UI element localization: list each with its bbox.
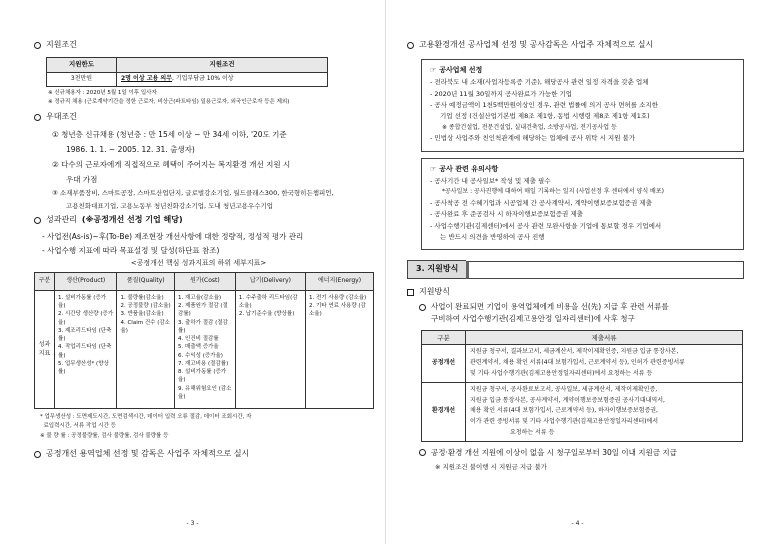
section-outcome-highlight: (※공정개선 선정 기업 해당)	[81, 215, 183, 225]
pref-item: 1986. 1. 1. ~ 2005. 12. 31. 출생자)	[66, 145, 195, 155]
outcome-line: - 사업전(As-is)~후(To-Be) 제조현장 개선사항에 대한 정량적, 정성적 평가 관리	[42, 231, 304, 241]
kpi-footnote: 료입력시간, 서류 작업 시간 등	[40, 423, 116, 430]
subsection-method-title: 지원방식	[419, 287, 450, 297]
kpi-header: 품질(Quality)	[117, 272, 175, 290]
box-line: - 공사완료 후 준공검사 시 하자이행보증보험증권 제출	[430, 210, 583, 219]
box-line: - 민법상 사업주와 친인척관계에 해당하는 업체에 공사 위탁 시 지원 불가	[430, 134, 636, 143]
section-conditions-title: 지원조건	[46, 40, 77, 49]
circle-bullet-icon	[34, 217, 41, 224]
kpi-table	[34, 272, 374, 409]
kpi-cell-cost: 1. 재고율(감소율) 2. 제품원가 절감 (절감률) 3. 출하가 절감 (절감률) 4. 인건비 절감률 5. 매출액 증가율 6. 수익성 (증가율) 7. 재고비용 (절감률) 8. 설비가동률 (증가율) 9. 유해위험요인 (감소율)	[175, 290, 236, 408]
payment-note: ※ 지원조건 불이행 시 지원금 지급 불가	[435, 462, 548, 471]
section-construction-title: 고용환경개선 공사업체 선정 및 공사감독은 사업주 자체적으로 실시	[419, 40, 654, 49]
t1-note-1: ※ 신규채용자 : 2020년 5월 1일 이후 입사자	[48, 89, 157, 96]
page-number: - 3 -	[186, 519, 199, 527]
t3-header: 제출서류	[466, 331, 743, 345]
t3-docs-process: 지원금 청구서, 결과보고서, 세금계산서, 제작이제확인증, 지원금 입금 통장사본, 관련계약서, 채용 확인 서류(4대 보험가입서, 근로계약서 등), 인허가 관련증빙서류 및 기타 사업수행기관(김제고용안정일자리센터)에서 요청하는 서류 등	[466, 345, 743, 382]
square-bullet-icon	[407, 289, 414, 296]
section-3-title: 3. 지원방식	[407, 260, 466, 279]
pref-item: ② 다수의 근로자에게 직접적으로 혜택이 주어지는 복지환경 개선 지원 시	[52, 160, 291, 170]
page-4	[385, 0, 770, 544]
box-title: ☞ 공사업체 선정	[430, 65, 483, 74]
contractor-selection-box	[421, 59, 744, 152]
section-vendor-title: 공정개선 용역업체 선정 및 감독은 사업주 자체적으로 실시	[46, 448, 250, 458]
preference-list	[52, 127, 363, 213]
circle-bullet-icon	[34, 114, 41, 121]
t1-cell-limit: 3천만원	[47, 72, 117, 86]
box-line: - 공사 예정금액이 1천5백만원이상인 경우, 관련 법률에 의거 공사 면허를 소지한	[430, 100, 658, 109]
kpi-cell-product: 1. 설비가동률 (증가율) 2. 시간당 생산량 (증가율) 3. 제조리드타임 (단축률) 4. 작업리드타임 (단축률) 5. 업무생산성* (향상률)	[55, 290, 117, 408]
kpi-rowhead: 성과 지표	[35, 290, 55, 408]
kpi-cell-delivery: 1. 수주출하 리드타임(감소율) 2. 납기준수율 (향상률)	[235, 290, 305, 408]
kpi-cell-energy: 1. 전기 사용량 (감소율) 2. 기타 연료 사용량 (감소율)	[305, 290, 373, 408]
method-line: 구비하여 사업수행기관(김제고용안정 일자리센터)에 사후 청구	[431, 314, 635, 324]
section-3-bar	[466, 261, 744, 279]
box-line: - 사업수행기관(김제센터)에서 공사 관련 모완사항을 기업에 통보할 경우 기업에서	[430, 221, 662, 230]
box-line: - 전라북도 내 소재(사업자등록증 기준), 해당공사 관련 일정 자격을 갖춘 업체	[430, 78, 649, 87]
payment-line	[419, 448, 744, 458]
pref-item: 고용친화대표기업, 고용노동부 청년친화강소기업, 도내 청년고용우수기업	[66, 202, 274, 211]
circle-bullet-icon	[34, 451, 41, 458]
section-preference-title: 우대조건	[46, 112, 77, 122]
t3-header: 구분	[422, 331, 466, 345]
circle-bullet-icon	[419, 304, 426, 311]
kpi-footnote: ※ 불 량 률 : 공정불량률, 검사 불량률, 검사 불량률 등	[40, 432, 169, 439]
kpi-header: 에너지(Energy)	[305, 272, 373, 290]
kpi-header: 납기(Delivery)	[235, 272, 305, 290]
t1-header-limit: 지원한도	[47, 57, 117, 72]
box-line: 는 반드시 의견을 반영하여 공사 진행	[440, 233, 545, 242]
pref-item: ③ 소재부품장비, 스마트공장, 스마트산업단지, 글로벌강소기업, 월드클래스300, 한국형히든챔피언,	[52, 189, 334, 198]
section-outcome-title: 성과관리	[46, 215, 77, 225]
t1-header-condition: 지원조건	[117, 57, 328, 72]
t3-docs-environment: 지원금 청구서, 공사완료보고서, 공사일보, 세금계산서, 제작이제확인증, 지원금 입금 통장사본, 공사계약서, 계약이행보증보험증권 공사기대내역서, 채용 확인 서류(4대 보험가입서, 근로계약서 등), 하자이행보증보험증권, 이가 관련 증빙서류 및 기타 사업수행기관(김제고용안정일자리센터)에서 요청하는 서류 등	[466, 382, 743, 441]
kpi-table-title: <공정개선 핵심 성과지표의 하위 세부지표>	[130, 259, 267, 268]
outcome-line: - 사업수행 지표에 따라 목표설정 및 달성(하단표 참조)	[42, 246, 220, 256]
pointing-hand-icon: ☞	[430, 65, 437, 74]
section-outcome	[34, 215, 363, 226]
section-3-header	[407, 260, 744, 279]
box-line: - 공사착공 전 수혜기업과 시공업체 간 공사계약서, 계약이행보증보험증권 제출	[430, 198, 652, 207]
section-vendor	[34, 449, 363, 460]
section-preference	[34, 112, 363, 123]
box-line: *공사일보 : 공사진행에 대하여 매일 기록하는 일지 (사업선정 후 센터에서 양식 배포)	[442, 188, 664, 196]
box-line: - 2020년 11월 30일까지 공사완료가 가능한 기업	[430, 89, 573, 98]
circle-bullet-icon	[34, 42, 41, 49]
circle-bullet-icon	[407, 42, 414, 49]
kpi-footnote: * 업무생산성 : 도면제도시간, 도면검색시간, 데이터 입력 오류 절감, 데이터 조회시간, 자	[40, 413, 252, 420]
pointing-hand-icon: ☞	[430, 164, 437, 173]
payment-text: 공정·환경 개선 지원에 이상이 없을 시 청구일로부터 30일 이내 지원금 지급	[431, 447, 677, 457]
box-title: ☞ 공사 관련 유의사항	[430, 164, 499, 173]
method-para	[419, 302, 744, 312]
support-condition-table	[46, 57, 328, 87]
pref-item: 우대 가점	[66, 175, 98, 185]
construction-notes-box	[421, 158, 744, 251]
t1-cell-rest: , 기업부담금 10% 이상	[172, 75, 234, 83]
section-construction	[407, 40, 744, 51]
page-number: - 4 -	[571, 519, 584, 527]
t3-label-process: 공정개선	[422, 345, 466, 382]
kpi-cell-quality: 1. 불량률(감소율) 2. 공정불량 (감소율) 3. 반품율(감소율) 4. Claim 건수 (감소율)	[117, 290, 175, 408]
documents-table	[421, 330, 743, 441]
t1-note-2: ※ 정규직 채용 (근로계약기간을 정한 근로자, 비상근(파트타임) 일용근로자, 외국인근로자 등은 제외)	[48, 98, 290, 105]
circle-bullet-icon	[419, 449, 426, 456]
section-conditions	[34, 40, 363, 51]
t1-cell-condition	[117, 72, 328, 86]
kpi-header: 생산(Product)	[55, 272, 117, 290]
t3-label-environment: 환경개선	[422, 382, 466, 441]
box-line: 기업 선정 (건설산업기본법 제8조 제1항, 동법 시행령 제8조 제1항 제1호)	[440, 112, 650, 121]
pref-item: ① 청년층 신규채용 (청년층 : 만 15세 이상 ~ 만 34세 이하, '20도 기준	[52, 130, 287, 140]
kpi-header: 원가(Cost)	[175, 272, 236, 290]
box-line: ※ 종합건설업, 전문건설업, 실내건축업, 소방공사업, 전기공사업 등	[442, 123, 617, 131]
method-line: 사업이 완료되면 기업이 용역업체에게 비용을 선(先) 지급 후 관련 서류를	[431, 302, 669, 312]
subsection-method	[407, 287, 744, 298]
kpi-header: 구분	[35, 272, 55, 290]
t1-cell-emphasis: 2명 이상 고용 의무	[121, 75, 173, 83]
box-line: - 공사기간 내 공사일보* 작성 및 제출 필수	[430, 177, 551, 186]
